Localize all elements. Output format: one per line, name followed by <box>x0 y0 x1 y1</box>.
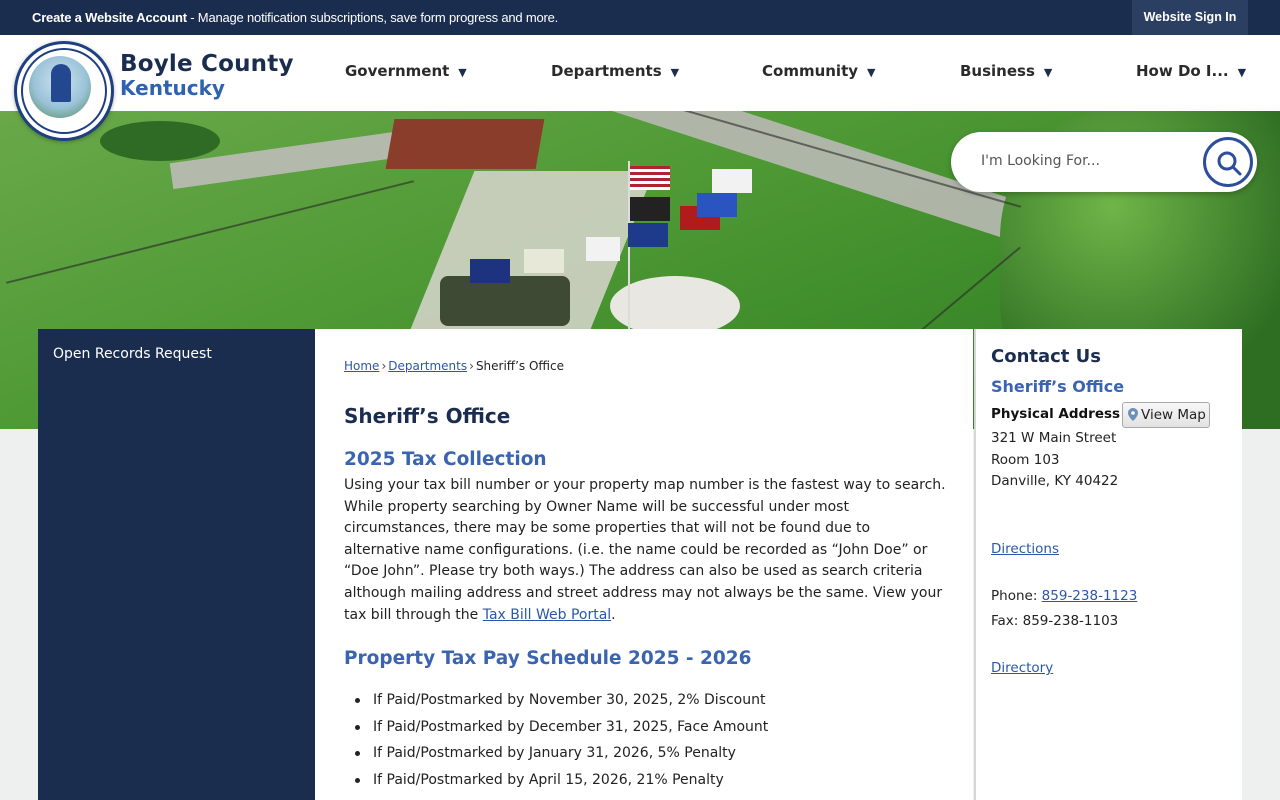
pay-schedule-list <box>344 687 944 794</box>
nav-label: Business <box>960 62 1035 80</box>
nav-business[interactable] <box>960 35 1052 111</box>
directions-link[interactable]: Directions <box>991 541 1060 557</box>
triangle-down-icon: ▼ <box>1237 66 1247 79</box>
brand-line-1: Boyle County <box>120 51 294 77</box>
hero-flag-pow <box>630 197 670 221</box>
hero-flag-white <box>586 237 620 261</box>
hero-flag-army <box>524 249 564 273</box>
nav-government[interactable] <box>345 35 467 111</box>
breadcrumb <box>344 359 564 373</box>
contact-title: Contact Us <box>991 346 1102 367</box>
search-button[interactable] <box>1203 137 1253 187</box>
map-pin-icon <box>1128 408 1138 421</box>
breadcrumb-departments-link[interactable]: Departments <box>388 359 468 373</box>
phone-line <box>991 588 1137 604</box>
create-account-description: - Manage notification subscriptions, save form progress and more. <box>186 10 559 25</box>
nav-label: Community <box>762 62 859 80</box>
tax-collection-body: Using your tax bill number or your property map number is the fastest way to search. While property searching by Owner Name will be successful under most circumstances, there may be some properties that will not be found due to alternative name configurations. (i.e. the name could be recorded as “John Doe” or “Doe John”. Please try both ways.) The address can also be used as search criteria although mailing address and street address may not always be the same. View your tax bill through the <box>344 477 946 623</box>
hero-flag-airforce <box>697 193 737 217</box>
seal-dome <box>51 64 71 102</box>
search-input[interactable]: I'm Looking For... <box>981 153 1100 169</box>
tax-collection-end: . <box>611 606 616 623</box>
phone-label: Phone: <box>991 588 1042 604</box>
list-item: If Paid/Postmarked by April 15, 2026, 21% Penalty <box>344 767 944 794</box>
triangle-down-icon: ▼ <box>670 66 680 79</box>
site-search <box>951 132 1257 192</box>
list-item: If Paid/Postmarked by January 31, 2026, 5% Penalty <box>344 740 944 767</box>
fax-line: Fax: 859-238-1103 <box>991 613 1119 629</box>
hero-fence <box>6 180 414 284</box>
nav-label: Government <box>345 62 450 80</box>
account-bar <box>0 0 1280 35</box>
hero-flag-coastguard <box>712 169 752 193</box>
view-map-button[interactable] <box>1122 402 1210 428</box>
nav-label: Departments <box>551 62 662 80</box>
page-title: Sheriff’s Office <box>344 404 511 428</box>
directory-link[interactable]: Directory <box>991 660 1054 676</box>
nav-label: How Do I... <box>1136 62 1229 80</box>
breadcrumb-separator: › <box>381 359 387 373</box>
contact-department: Sheriff’s Office <box>991 377 1125 396</box>
tax-collection-text <box>344 475 948 626</box>
hero-shrubs <box>100 121 220 161</box>
main-content <box>315 329 973 800</box>
hero-flag-state <box>470 259 510 283</box>
site-brand[interactable] <box>120 52 294 99</box>
triangle-down-icon: ▼ <box>1043 66 1053 79</box>
hero-tank <box>440 276 570 326</box>
triangle-down-icon: ▼ <box>458 66 467 79</box>
address-line-2: Room 103 <box>991 452 1060 468</box>
breadcrumb-current: Sheriff’s Office <box>475 359 564 373</box>
hero-memorial-wall <box>386 119 545 169</box>
physical-address-label: Physical Address <box>991 406 1121 422</box>
create-account-link[interactable] <box>32 10 558 25</box>
brand-line-2: Kentucky <box>120 76 225 100</box>
view-map-label: View Map <box>1141 407 1206 423</box>
pay-schedule-heading: Property Tax Pay Schedule 2025 - 2026 <box>344 648 752 669</box>
address-line-1: 321 W Main Street <box>991 430 1117 446</box>
hero-flag-navy <box>628 223 668 247</box>
tax-bill-web-portal-link[interactable]: Tax Bill Web Portal <box>482 606 612 623</box>
list-item: If Paid/Postmarked by November 30, 2025, 2% Discount <box>344 687 944 714</box>
search-icon <box>1216 150 1242 176</box>
triangle-down-icon: ▼ <box>867 66 876 79</box>
list-item: If Paid/Postmarked by December 31, 2025, Face Amount <box>344 714 944 741</box>
create-account-label[interactable]: Create a Website Account <box>32 10 187 25</box>
tax-collection-heading: 2025 Tax Collection <box>344 449 547 470</box>
county-seal-logo[interactable] <box>14 41 114 141</box>
breadcrumb-separator: › <box>469 359 474 373</box>
nav-community[interactable] <box>762 35 876 111</box>
website-sign-in-button[interactable]: Website Sign In <box>1132 0 1248 35</box>
address-line-3: Danville, KY 40422 <box>991 473 1119 489</box>
hero-flag-us <box>630 166 670 190</box>
contact-panel <box>974 329 1242 800</box>
phone-link[interactable]: 859-238-1123 <box>1041 588 1138 604</box>
nav-departments[interactable] <box>551 35 679 111</box>
sidebar-nav <box>38 329 315 800</box>
sidebar-item-open-records-request[interactable]: Open Records Request <box>53 346 212 362</box>
nav-how-do-i[interactable] <box>1136 35 1246 111</box>
breadcrumb-home-link[interactable]: Home <box>344 359 380 373</box>
